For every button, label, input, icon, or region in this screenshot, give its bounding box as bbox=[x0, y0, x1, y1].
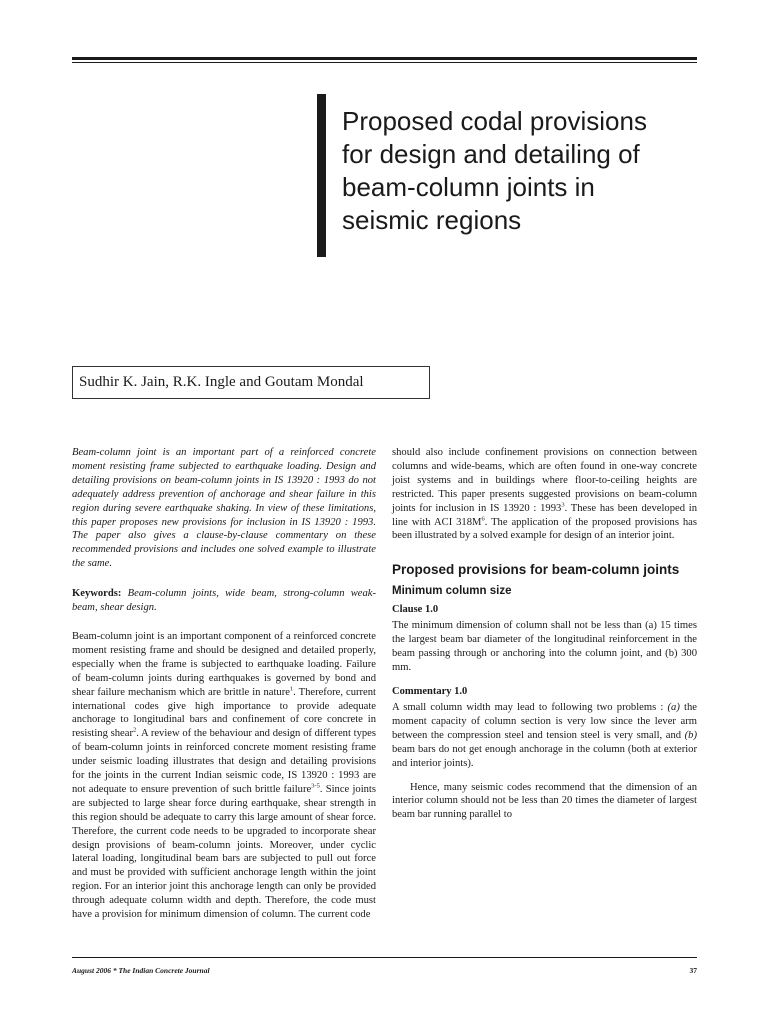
title-line-1: Proposed codal provisions bbox=[342, 106, 647, 136]
author-box: Sudhir K. Jain, R.K. Ingle and Goutam Mondal bbox=[72, 366, 430, 399]
header-rule-thin bbox=[72, 62, 697, 63]
commentary-text-2: the moment capacity of column section is very low since the lever arm between the compression steel and tension steel is very small, and bbox=[392, 701, 697, 741]
citation-3: 3-5 bbox=[311, 782, 320, 790]
left-column bbox=[72, 446, 376, 922]
spacer bbox=[392, 771, 697, 781]
footer-rule bbox=[72, 957, 697, 958]
keywords-text: Beam-column joints, wide beam, strong-column weak-beam, shear design. bbox=[72, 588, 376, 614]
title-line-2: for design and detailing of bbox=[342, 139, 640, 169]
intro-text-3: . A review of the behaviour and design of different types of beam-column joints in reinforced concrete moment resisting frame under seismic loading illustrates that design and detailing provisions for the joints in the current Indian seismic code, IS 13920 : 1993 are not adequate to ensure prevention of such brittle failure bbox=[72, 728, 376, 795]
abstract: Beam-column joint is an important part of a reinforced concrete moment resisting frame subjected to earthquake loading. Design and detailing provisions on beam-column joints in IS 13920 : 1993 do not adequately address prevention of anchorage and shear failure in this region during severe earthquake shaking. In view of these limitations, this paper proposes new provisions for inclusion in IS 13920 : 1993. The paper also gives a clause-by-clause commentary on these recommended provisions and includes one solved example to illustrate the same. bbox=[72, 447, 376, 570]
intro-text-5: . These has been developed in line with ACI 318M bbox=[392, 502, 697, 528]
commentary-a: (a) bbox=[667, 701, 680, 713]
citation-5: 6 bbox=[481, 515, 485, 522]
commentary-text-1: A small column width may lead to following two problems : bbox=[392, 701, 668, 713]
intro-text-6: . The application of the proposed provisions has been illustrated by a solved example for design of an interior joint. bbox=[392, 516, 697, 542]
page-number: 37 bbox=[689, 966, 697, 975]
intro-text-continued: should also include confinement provisions on connection between columns and wide-beams, which are often found in one-way concrete joist systems and in buildings where floor-to-ceiling heights are restricted. This paper presents suggested provisions on beam-column joints for inclusion in IS 13920 : 1993 bbox=[392, 447, 697, 514]
keywords-label: Keywords: bbox=[72, 588, 122, 600]
citation-2: 2 bbox=[132, 726, 137, 734]
clause-text: The minimum dimension of column shall not be less than (a) 15 times the largest beam bar diameter of the longitudinal reinforcement in the beam passing through or anchoring into the column joint, and (b) 300 mm. bbox=[392, 620, 697, 674]
commentary-b: (b) bbox=[684, 729, 697, 741]
spacer bbox=[392, 675, 697, 685]
keywords bbox=[72, 587, 376, 615]
title-line-3: beam-column joints in bbox=[342, 172, 595, 202]
citation-4: 3 bbox=[561, 501, 565, 509]
citation-1: 1 bbox=[289, 685, 294, 693]
section-heading: Proposed provisions for beam-column joints bbox=[392, 562, 680, 578]
intro-text-4: . Since joints are subjected to large shear force during earthquake, shear strength in this region should be adequate to carry this large amount of shear force. Therefore, the current code needs to be upgraded to incorporate shear design provisions of beam-column joints. Moreover, under cyclic lateral loading, longitudinal beam bars are subjected to pull out force and must be provided with sufficient anchorage length within the joint region. For an interior joint this anchorage length can only be provided through adequate column width and depth. Therefore, the code must have a provision for minimum dimension of column. The current code bbox=[72, 783, 376, 921]
title-line-4: seismic regions bbox=[342, 205, 522, 235]
clause-label: Clause 1.0 bbox=[392, 604, 439, 616]
paper-title bbox=[342, 105, 692, 237]
header-rule-thick bbox=[72, 57, 697, 60]
subheading: Minimum column size bbox=[392, 585, 512, 598]
intro-text-2: . Therefore, current international codes give high importance to provide adequate anchorage to longitudinal bars and confinement of core concrete in resisting shear bbox=[72, 686, 376, 740]
commentary-label: Commentary 1.0 bbox=[392, 685, 468, 697]
commentary-text-3: beam bars do not get enough anchorage in the column (both at exterior and interior joints). bbox=[392, 743, 697, 769]
commentary-text bbox=[392, 701, 697, 771]
intro-paragraph-continued bbox=[392, 446, 697, 543]
right-column bbox=[392, 446, 697, 822]
intro-text-1: Beam-column joint is an important component of a reinforced concrete moment resisting frame and should be designed and detailed properly, especially when the frame is subjected to earthquake loading. Failure of beam-column joints during earthquakes is governed by bond and shear failure mechanism which are brittle in nature bbox=[72, 630, 376, 698]
journal-footer: August 2006 * The Indian Concrete Journal bbox=[72, 966, 210, 975]
title-accent-bar bbox=[317, 94, 326, 257]
intro-paragraph bbox=[72, 630, 376, 922]
hence-paragraph: Hence, many seismic codes recommend that the dimension of an interior column should not be less than 20 times the diameter of largest beam bar running parallel to bbox=[392, 781, 697, 821]
